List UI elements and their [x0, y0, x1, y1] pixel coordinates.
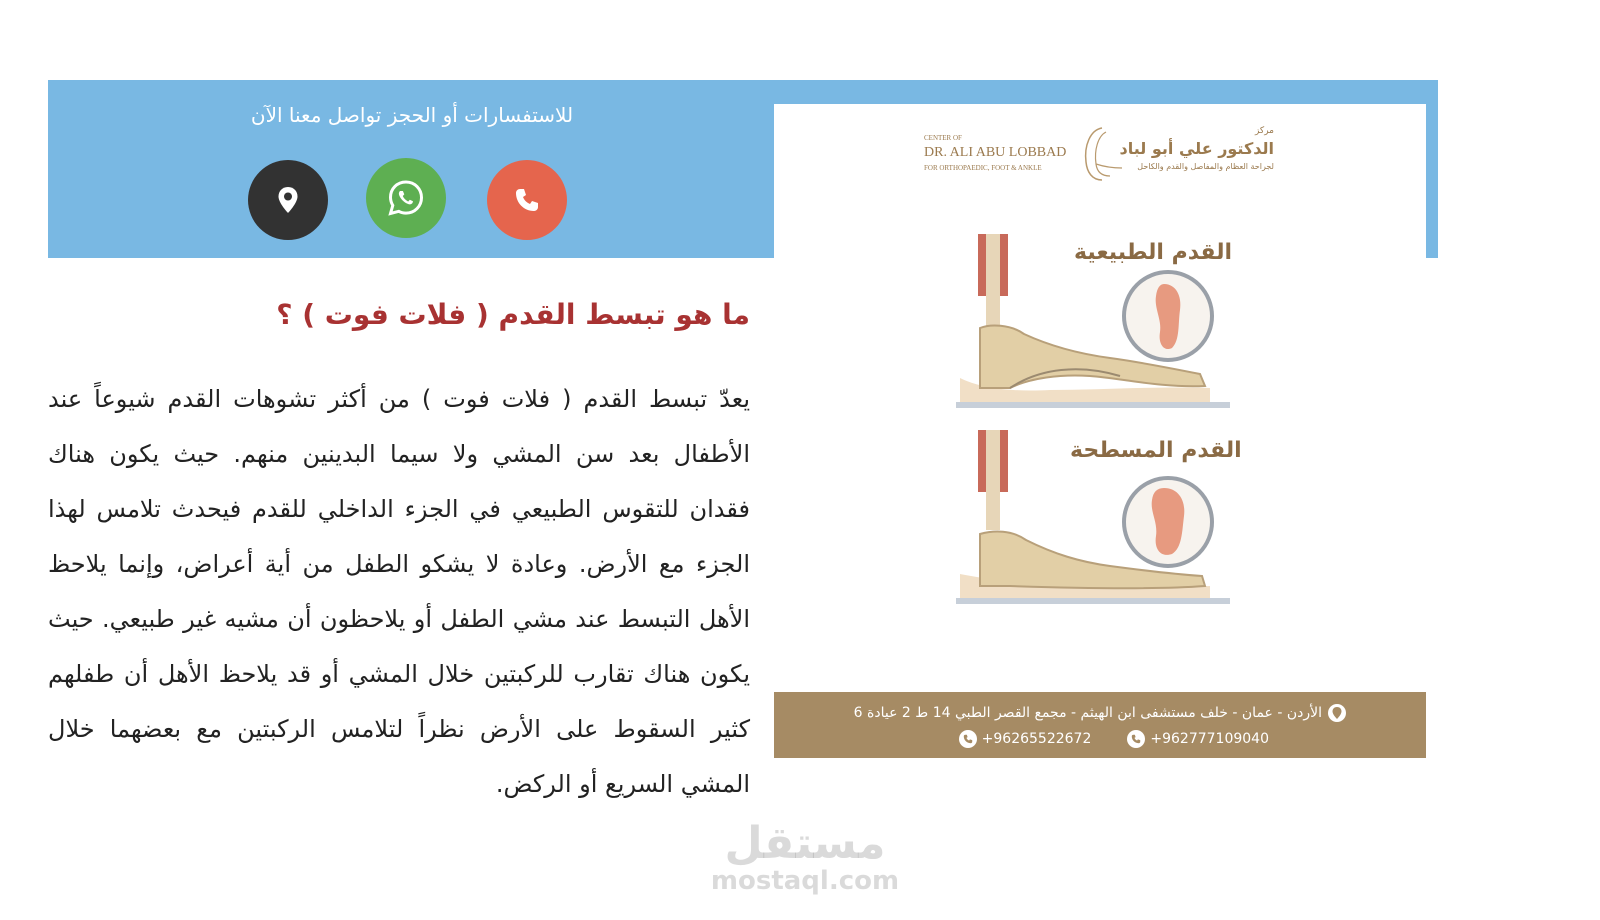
- logo-ar-main: الدكتور علي أبو لباد: [1119, 139, 1274, 158]
- address-text: الأردن - عمان - خلف مستشفى ابن الهيثم - مجمع القصر الطبي 14 ط 2 عيادة 6: [853, 705, 1322, 721]
- logo-en-sub: FOR ORTHOPAEDIC, FOOT & ANKLE: [924, 164, 1042, 172]
- logo-ar-sub: لجراحة العظام والمفاصل والقدم والكاحل: [1137, 162, 1274, 171]
- map-pin-icon: [277, 186, 299, 214]
- phone-icon: [514, 187, 540, 213]
- phone-number: +962777109040: [1150, 731, 1269, 747]
- location-pin-icon: [1328, 704, 1346, 722]
- infographic-footer: [774, 692, 1426, 758]
- logo-en-main: DR. ALI ABU LOBBAD: [924, 145, 1067, 160]
- contact-cta-text: للاستفسارات أو الحجز تواصل معنا الآن: [250, 103, 574, 127]
- article-body: يعدّ تبسط القدم ( فلات فوت ) من أكثر تشوهات القدم شيوعاً عند الأطفال بعد سن المشي ولا سيما البدينين منهم. حيث يكون هناك فقدان للتقوس الطبيعي في الجزء الداخلي للقدم فيحدث تلامس لهذا الجزء مع الأرض. وعادة لا يشكو الطفل من أية أعراض، وإنما يلاحظ الأهل التبسط عند مشي الطفل أو يلاحظون أن مشيه غير طبيعي. حيث يكون هناك تقارب للركبتين خلال المشي أو قد يلاحظ الأهل أن طفلهم كثير السقوط على الأرض نظراً لتلامس الركبتين مع بعضهما خلال المشي السريع أو الركض.: [48, 385, 750, 798]
- whatsapp-icon: [387, 179, 425, 217]
- watermark-ar: مستقل: [724, 818, 886, 869]
- phone-icon: [959, 730, 977, 748]
- logo-en-small: CENTER OF: [924, 134, 962, 142]
- mostaql-watermark: [700, 818, 910, 896]
- phone-icon: [1127, 730, 1145, 748]
- phone-number: +96265522672: [981, 731, 1092, 747]
- location-button[interactable]: [248, 160, 328, 240]
- watermark-en: mostaql.com: [710, 866, 900, 896]
- article-title: ما هو تبسط القدم ( فلات فوت ) ؟: [276, 298, 750, 331]
- clinic-logo: [924, 122, 1274, 194]
- clinic-phones: [959, 730, 1269, 748]
- whatsapp-button[interactable]: [366, 158, 446, 238]
- flat-foot-infographic: [774, 104, 1426, 758]
- normal-foot-label: القدم الطبيعية: [1074, 240, 1233, 265]
- flat-foot-label: القدم المسطحة: [1070, 438, 1242, 463]
- phone-entry: [1127, 730, 1269, 748]
- foot-anatomy-illustration: [950, 228, 1250, 618]
- logo-ar-small: مركز: [1254, 126, 1274, 136]
- clinic-address: [854, 704, 1346, 722]
- phone-entry: [959, 730, 1092, 748]
- phone-button[interactable]: [487, 160, 567, 240]
